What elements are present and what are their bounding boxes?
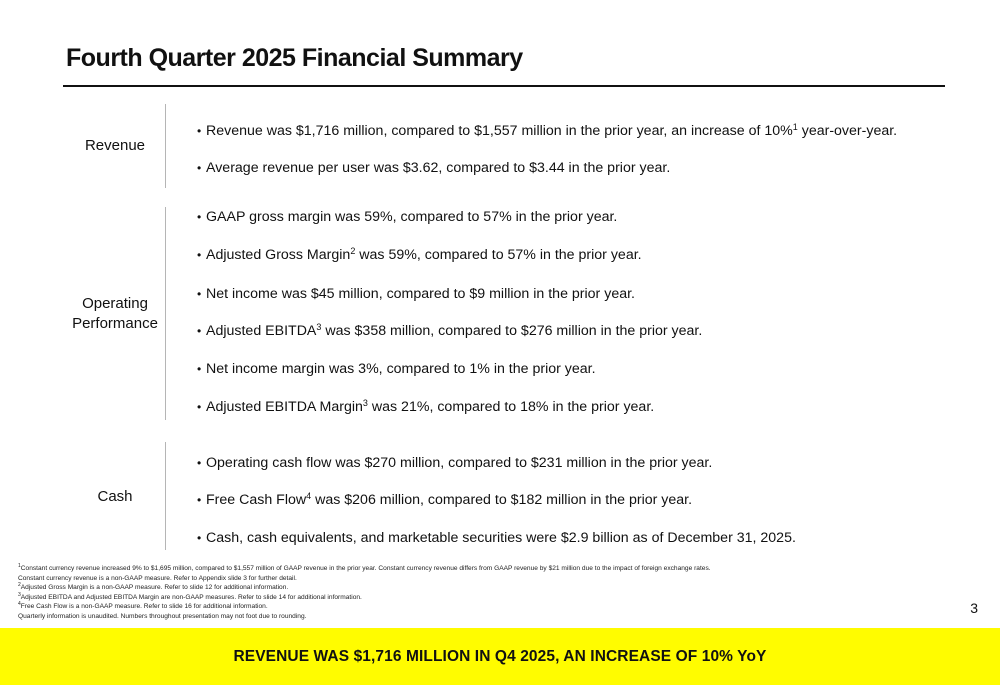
bullet-dot-icon: •: [197, 161, 202, 175]
bullet-dot-icon: •: [197, 531, 202, 545]
bullet-item: • Cash, cash equivalents, and marketable securities were $2.9 billion as of December 31, 2025.: [197, 530, 796, 546]
footnote-item: $^2$Adjusted Gross Margin is a non-GAAP measure. Refer to slide 12 for additional information.: [18, 582, 289, 592]
banner-text: REVENUE WAS $1,716 MILLION IN Q4 2025, AN INCREASE OF 10% YoY: [233, 647, 767, 665]
bullet-item: • GAAP gross margin was 59%, compared to 57% in the prior year.: [197, 209, 618, 225]
title-divider: [63, 85, 945, 87]
bullet-dot-icon: •: [197, 324, 202, 338]
section-divider-cash: [165, 442, 166, 550]
bullet-dot-icon: •: [197, 493, 202, 507]
highlight-banner: [0, 628, 1000, 685]
bullet-item: • Net income margin was 3%, compared to 1% in the prior year.: [197, 361, 596, 377]
bullet-item: • Average revenue per user was $3.62, compared to $3.44 in the prior year.: [197, 160, 671, 176]
bullet-item: • Adjusted EBITDA Margin$^3$ was 21%, compared to 18% in the prior year.: [197, 398, 655, 415]
bullet-item: • Adjusted EBITDA$^3$ was $358 million, compared to $276 million in the prior year.: [197, 322, 703, 339]
footnote-item: $^1$Constant currency revenue increased 9% to $1,695 million, compared to $1,557 million of GAAP revenue in the prior year. Constant currency revenue differs from GAAP revenue by $21 million due to the impact of foreign exchange rates.: [18, 563, 711, 572]
footnotes: [18, 564, 918, 622]
footnote-item: Quarterly information is unaudited. Numbers throughout presentation may not foot due to rounding.: [18, 612, 307, 620]
section-divider-operating: [165, 207, 166, 420]
page-title: Fourth Quarter 2025 Financial Summary: [66, 44, 523, 72]
bullet-dot-icon: •: [197, 124, 202, 138]
bullet-dot-icon: •: [197, 210, 202, 224]
bullet-dot-icon: •: [197, 248, 202, 262]
bullet-dot-icon: •: [197, 456, 202, 470]
bullet-item: • Revenue was $1,716 million, compared to $1,557 million in the prior year, an increase of 10%$^1$ year-over-year.: [197, 122, 898, 139]
section-label-cash: Cash: [97, 488, 133, 505]
footnote-item: $^4$Free Cash Flow is a non-GAAP measure. Refer to slide 16 for additional information.: [18, 601, 268, 611]
section-divider-revenue: [165, 104, 166, 188]
page-number: 3: [970, 600, 978, 616]
bullet-item: • Free Cash Flow$^4$ was $206 million, compared to $182 million in the prior year.: [197, 491, 693, 508]
section-label-revenue: Revenue: [84, 137, 146, 154]
section-label-operating-performance: Operating Performance: [72, 295, 158, 332]
bullet-dot-icon: •: [197, 287, 202, 301]
bullet-item: • Operating cash flow was $270 million, compared to $231 million in the prior year.: [197, 455, 713, 471]
bullet-item: • Net income was $45 million, compared to $9 million in the prior year.: [197, 286, 635, 302]
bullet-dot-icon: •: [197, 400, 202, 414]
bullet-dot-icon: •: [197, 362, 202, 376]
footnote-item: Constant currency revenue is a non-GAAP measure. Refer to Appendix slide 3 for further detail.: [18, 574, 297, 582]
bullet-item: • Adjusted Gross Margin$^2$ was 59%, compared to 57% in the prior year.: [197, 246, 642, 263]
footnote-item: $^3$Adjusted EBITDA and Adjusted EBITDA Margin are non-GAAP measures. Refer to slide 14 for additional information.: [18, 591, 362, 601]
